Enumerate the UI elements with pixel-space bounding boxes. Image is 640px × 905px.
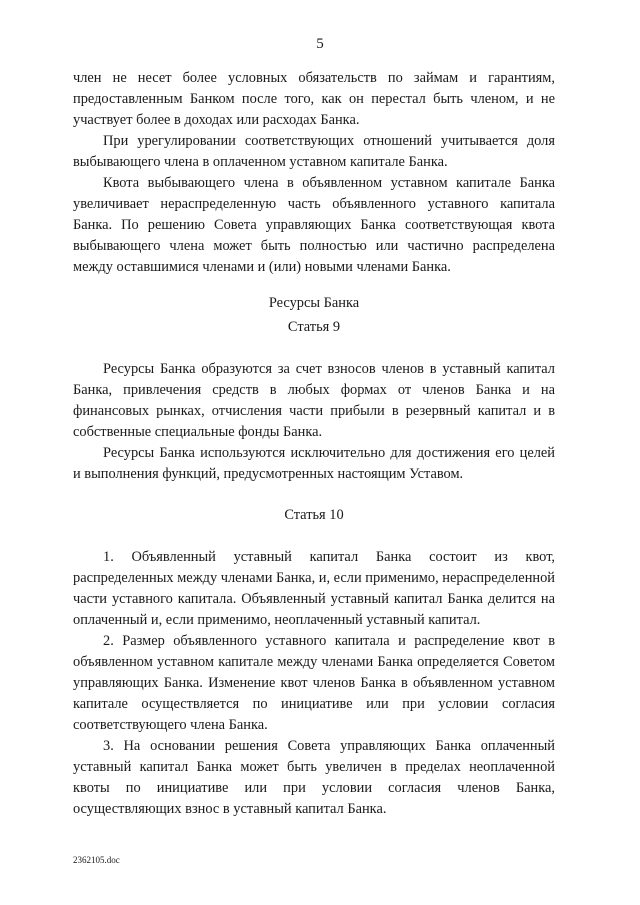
page-number: 5	[316, 36, 324, 52]
section-title: Ресурсы Банка	[268, 295, 360, 311]
paragraph: Ресурсы Банка образуются за счет взносов членов в уставный капитал Банка, привлечения средств в любых формах от членов Банка и на финансовых рынках, отчисления части прибыли в резервный капитал и в собственные специальные фонды Банка.	[73, 361, 555, 440]
article-heading-10: Статья 10	[284, 507, 344, 523]
paragraph: Ресурсы Банка используются исключительно для достижения его целей и выполнения функций, предусмотренных настоящим Уставом.	[73, 445, 555, 482]
paragraph-continued: член не несет более условных обязательств по займам и гарантиям, предоставленным Банком после того, как он перестал быть членом, и не участвует более в доходах или расходах Банка.	[73, 70, 555, 128]
document-body	[73, 68, 555, 820]
paragraph: При урегулировании соответствующих отношений учитывается доля выбывающего члена в оплаченном уставном капитале Банка.	[73, 133, 555, 170]
paragraph: Квота выбывающего члена в объявленном уставном капитале Банка увеличивает нераспределенную часть объявленного уставного капитала Банка. По решению Совета управляющих Банка соответствующая квота выбывающего члена может быть полностью или частично распределена между оставшимися членами и (или) новыми членами Банка.	[73, 175, 555, 275]
article-heading-9: Статья 9	[287, 319, 341, 335]
clause-3: 3. На основании решения Совета управляющих Банка оплаченный уставный капитал Банка может быть увеличен в пределах неоплаченной квоты по инициативе или при условии согласия членов Банка, осуществляющих взнос в уставный капитал Банка.	[73, 738, 555, 817]
clause-1: 1. Объявленный уставный капитал Банка состоит из квот, распределенных между членами Банка, и, если применимо, нераспределенной части уставного капитала. Объявленный уставный капитал Банка делится на оплаченный и, если применимо, неоплаченный уставный капитал.	[73, 549, 555, 628]
clause-2: 2. Размер объявленного уставного капитала и распределение квот в объявленном уставном капитале между членами Банка определяется Советом управляющих Банка. Изменение квот членов Банка в объявленном уставном капитале осуществляется по инициативе или при условии согласия соответствующего члена Банка.	[73, 633, 555, 733]
footer-file-name: 2362105.doc	[73, 855, 120, 865]
